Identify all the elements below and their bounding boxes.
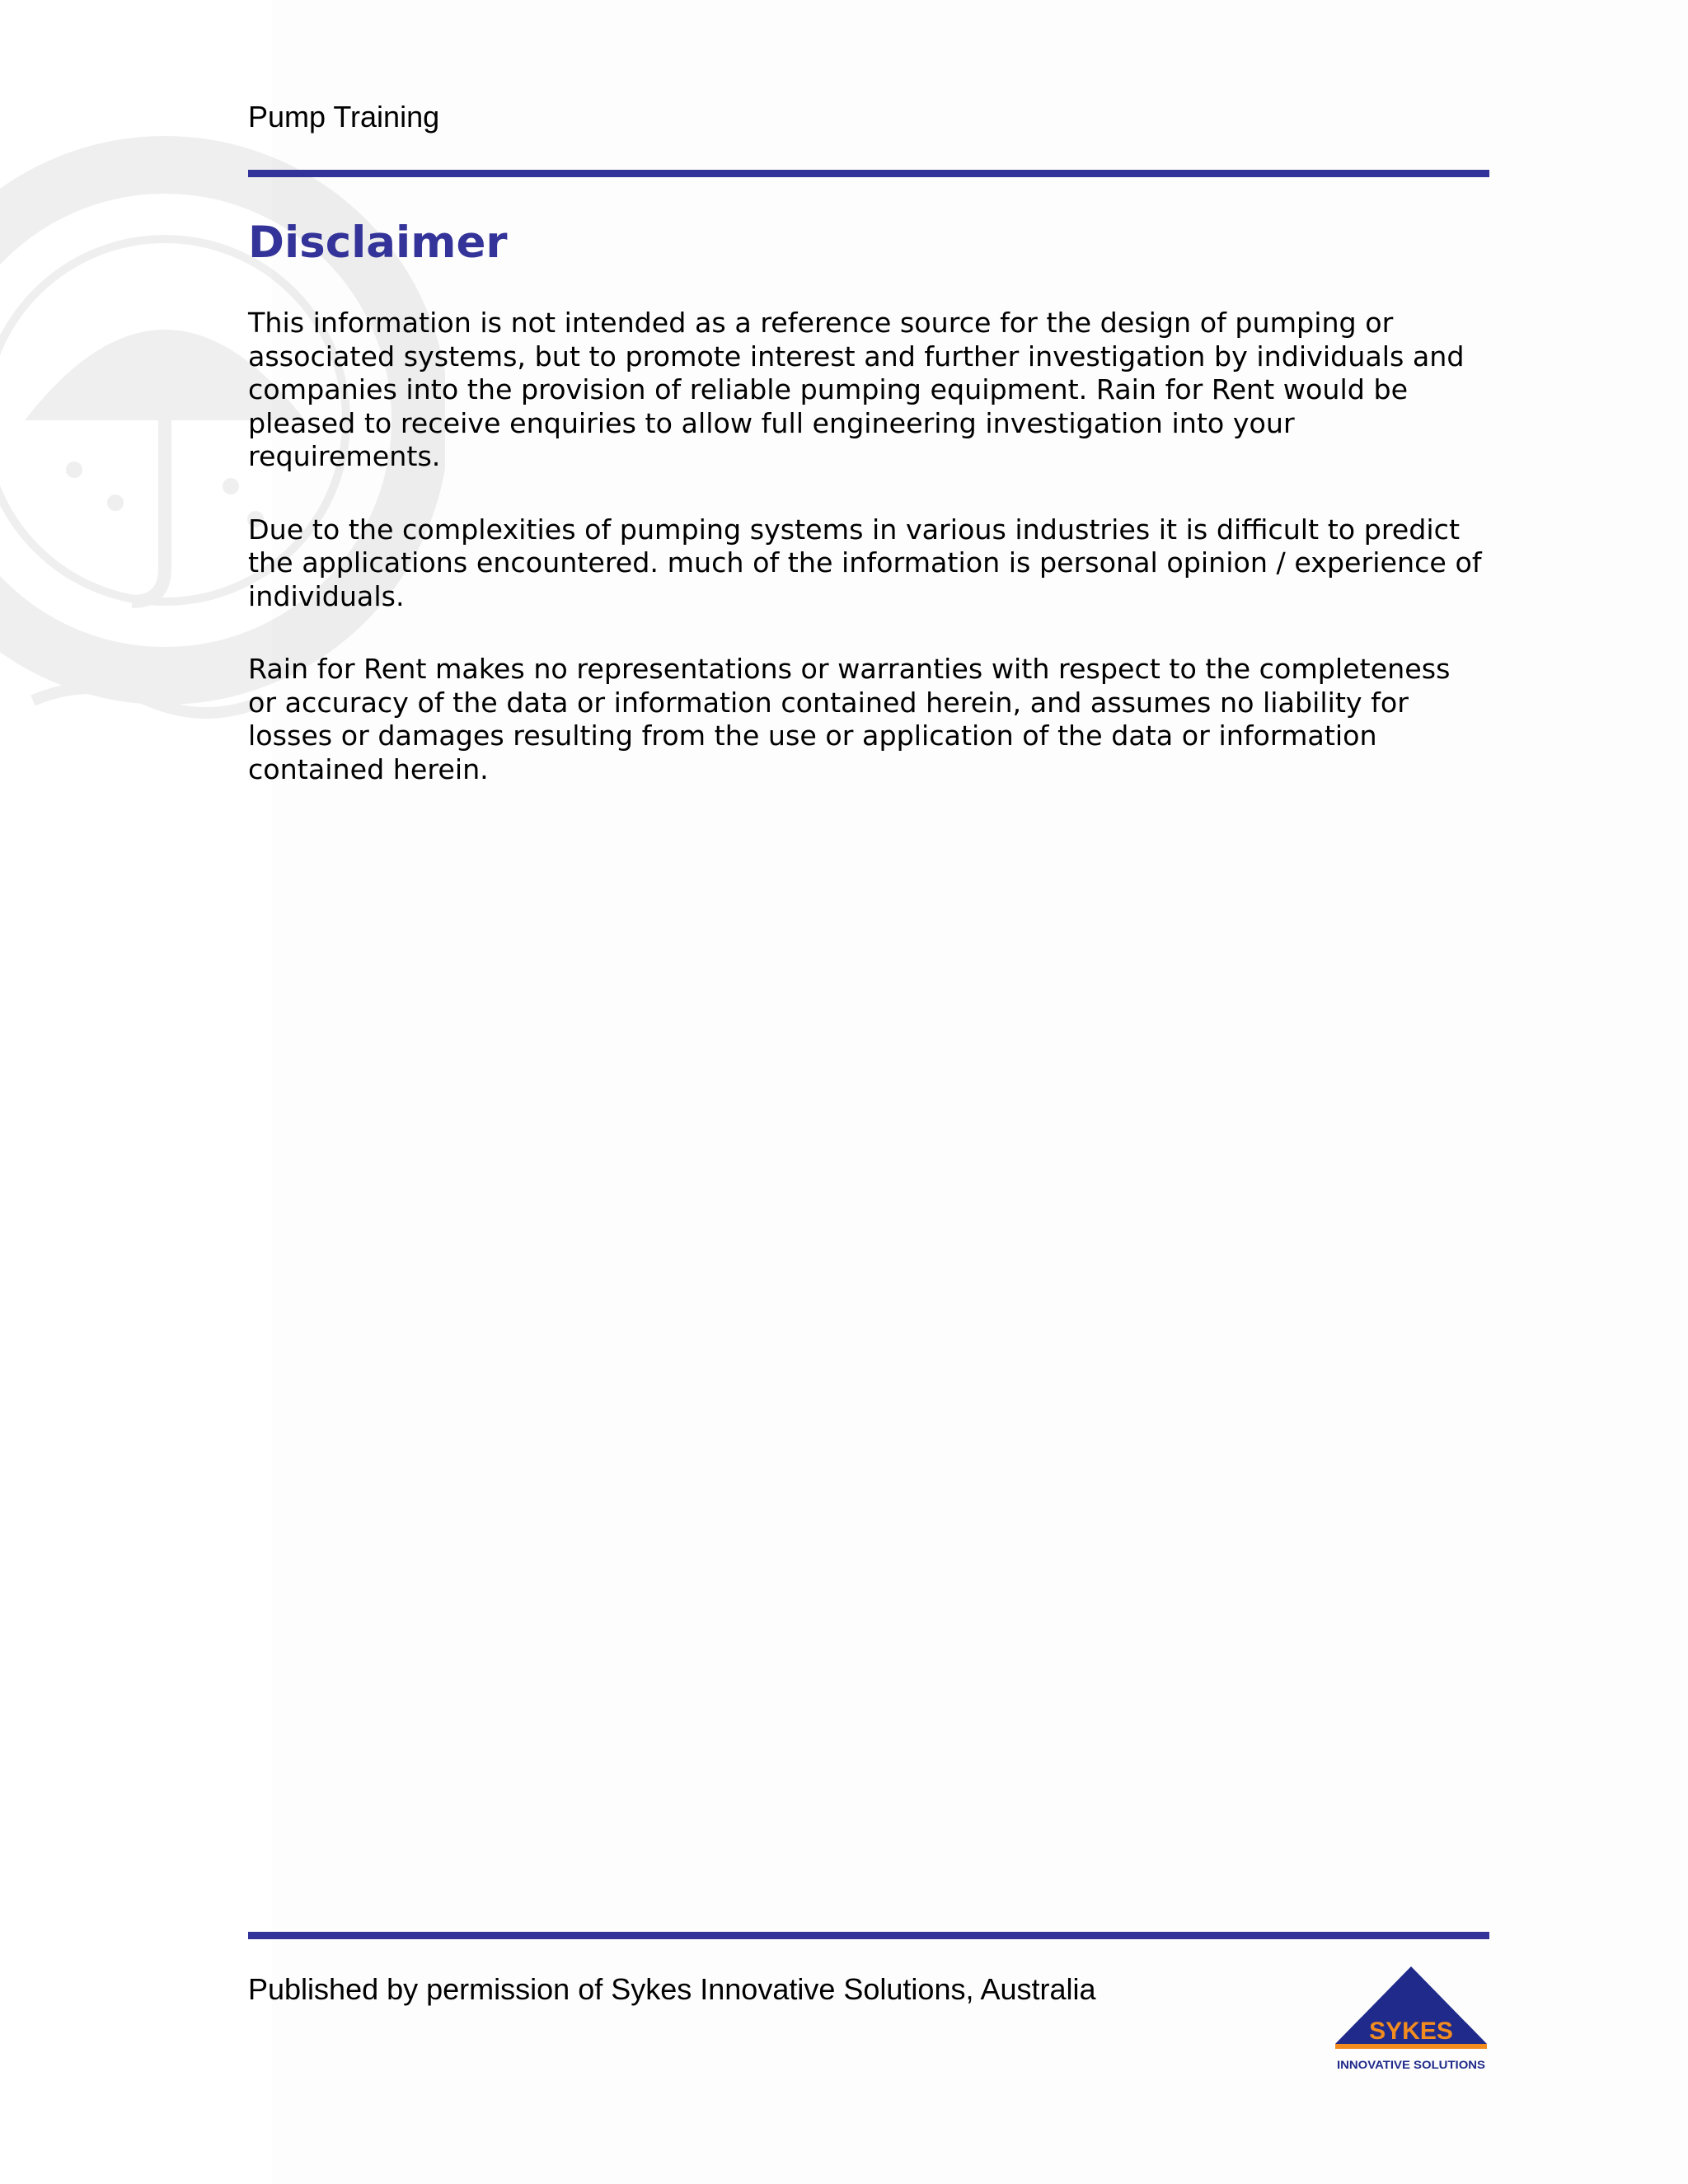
disclaimer-body <box>248 307 1484 826</box>
footer-rule <box>248 1932 1489 1939</box>
disclaimer-paragraph: This information is not intended as a reference source for the design of pumping or associated systems, but to promote interest and further investigation by individuals and companies into the provision of reliable pumping equipment. Rain for Rent would be pleased to receive enquiries to allow full engineering investigation into your requirements. <box>248 307 1465 472</box>
running-header: Pump Training <box>248 100 440 134</box>
disclaimer-paragraph: Rain for Rent makes no representations or warranties with respect to the completeness or accuracy of the data or information contained herein, and assumes no liability for losses or damages resulting from the use or application of the data or information contained herein. <box>248 653 1451 785</box>
logo-name: SYKES <box>1369 2018 1453 2045</box>
header-rule <box>248 170 1489 177</box>
logo-tagline: INNOVATIVE SOLUTIONS <box>1337 2058 1485 2071</box>
sykes-logo <box>1329 1965 1493 2076</box>
disclaimer-paragraph: Due to the complexities of pumping systems in various industries it is difficult to predict the applications encountered. much of the information is personal opinion / experience of individuals. <box>248 513 1482 612</box>
footer-credit: Published by permission of Sykes Innovative Solutions, Australia <box>248 1972 1096 2006</box>
page-title: Disclaimer <box>248 218 508 268</box>
